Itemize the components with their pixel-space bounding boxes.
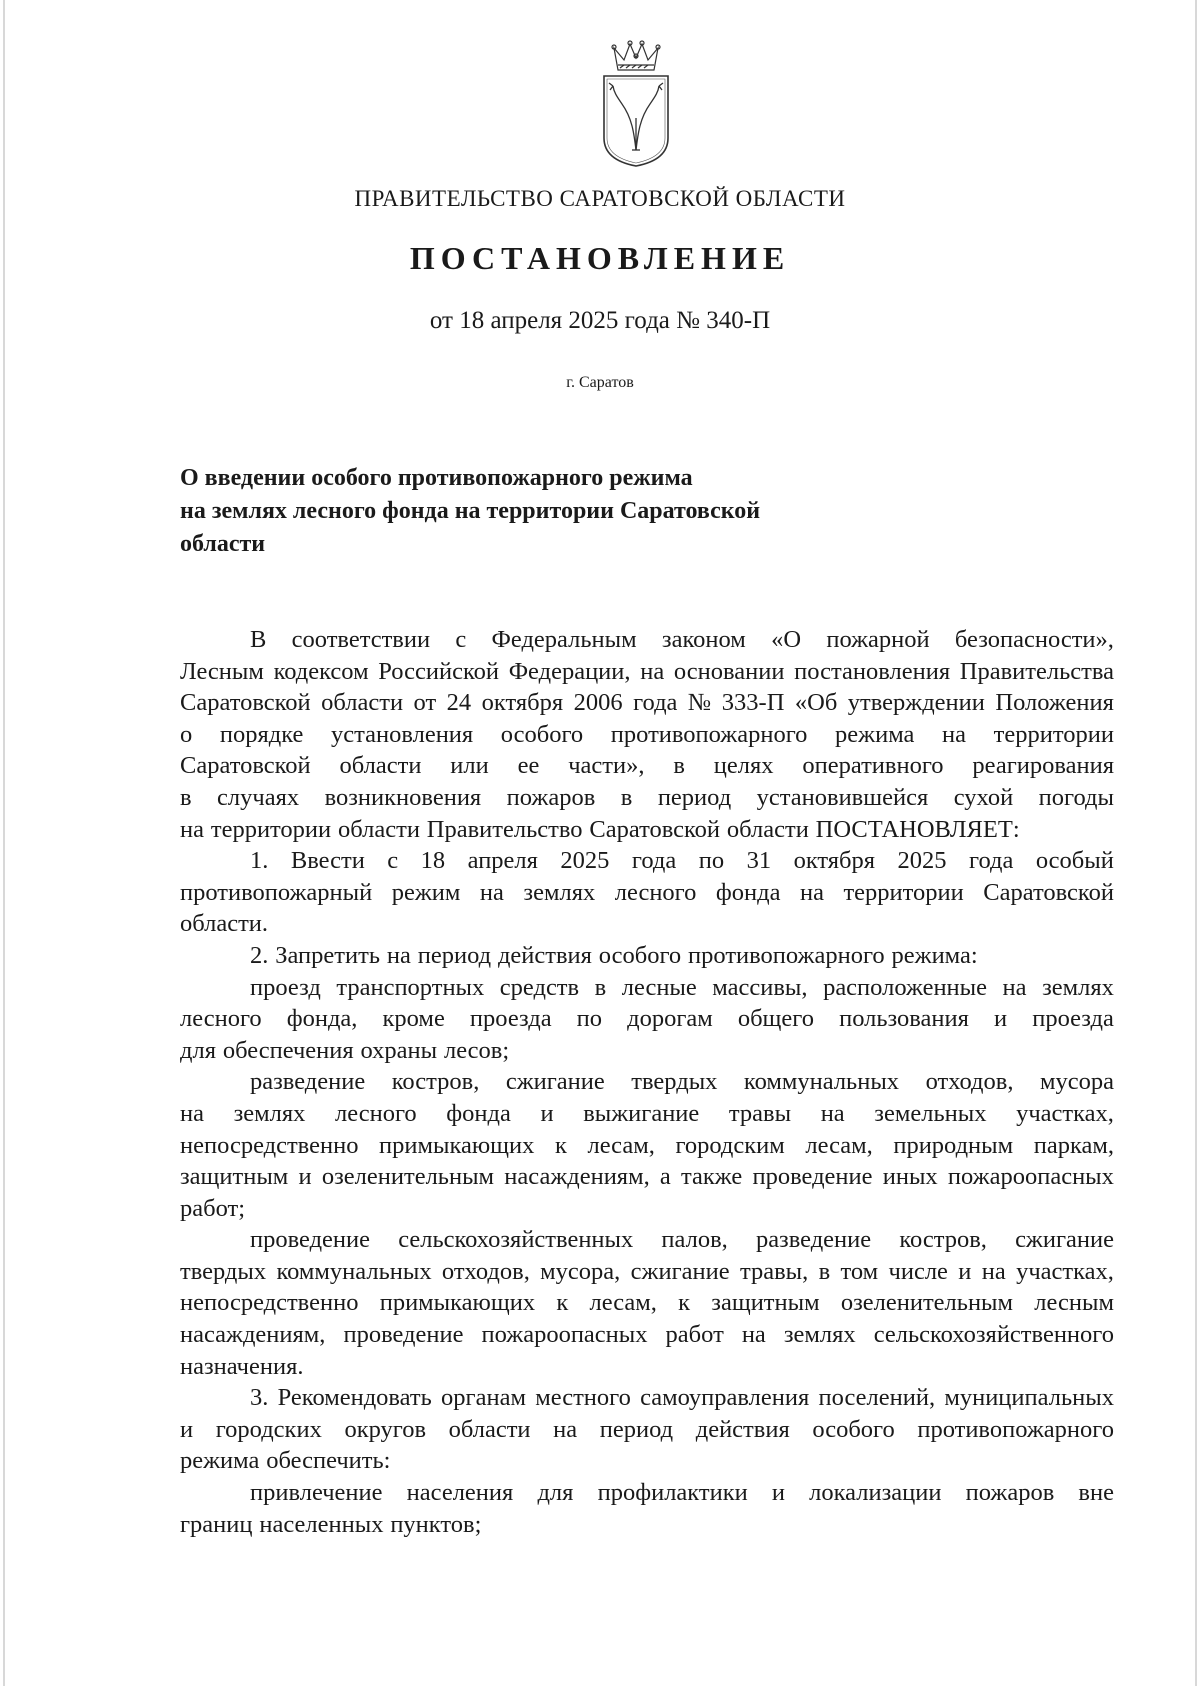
body-word: в: [818, 1257, 831, 1285]
body-word: противопожарного: [917, 1415, 1114, 1443]
body-word: назначения.: [180, 1352, 304, 1380]
body-word: Запретить: [275, 941, 380, 969]
body-word: режима: [835, 720, 915, 748]
body-word: транспортных: [336, 973, 485, 1001]
body-word: №: [687, 689, 712, 717]
body-word: территории: [843, 878, 964, 906]
body-word: Ввести: [290, 847, 365, 875]
body-word: защитным: [180, 1163, 289, 1191]
body-word: поселений,: [818, 1384, 936, 1412]
body-word: пожароопасных: [947, 1163, 1114, 1191]
body-word: насаждениям,: [504, 1163, 650, 1191]
body-word: сжигание: [1015, 1226, 1114, 1254]
body-line: [180, 1319, 1114, 1351]
body-line: [180, 1035, 1114, 1067]
body-word: законом: [661, 626, 746, 653]
body-word: 31: [746, 847, 772, 875]
body-word: привлечение: [250, 1479, 383, 1507]
body-word: охраны: [360, 1036, 438, 1064]
body-word: городским: [675, 1131, 785, 1159]
body-word: 3.: [250, 1384, 269, 1412]
body-word: на: [741, 1321, 766, 1349]
body-word: целях: [713, 752, 774, 780]
body-word: с: [387, 847, 399, 875]
body-word: расположенные: [823, 973, 988, 1001]
body-word: иных: [882, 1163, 938, 1191]
body-word: городских: [215, 1415, 322, 1443]
body-word: года: [631, 847, 677, 875]
body-word: профилактики: [597, 1479, 748, 1507]
body-word: также: [681, 1163, 743, 1191]
body-word: локализации: [809, 1479, 942, 1507]
body-word: коммунальных: [743, 1068, 900, 1096]
body-word: фонда: [715, 878, 781, 906]
body-word: о: [180, 720, 193, 748]
body-word: твердых: [180, 1257, 267, 1285]
body-word: 24: [446, 689, 472, 717]
body-word: на: [942, 720, 967, 748]
body-word: травы: [728, 1099, 792, 1127]
body-word: Лесным: [180, 657, 264, 685]
body-word: пожаров: [506, 783, 596, 811]
body-word: непосредственно: [180, 1131, 359, 1159]
document-date-number: от 18 апреля 2025 года № 340-П: [429, 307, 771, 334]
body-word: оперативного: [802, 752, 944, 780]
body-word: насаждениям,: [180, 1321, 326, 1349]
body-word: ПОСТАНОВЛЯЕТ:: [815, 815, 1020, 843]
body-word: и: [298, 1163, 312, 1191]
body-word: пожаров: [965, 1479, 1055, 1507]
body-word: безопасности»,: [954, 626, 1114, 653]
body-word: сжигание: [505, 1068, 605, 1096]
body-word: лесного: [180, 1005, 262, 1033]
body-word: палов,: [661, 1226, 728, 1254]
body-word: фонда: [446, 1099, 511, 1127]
body-word: средств: [499, 973, 580, 1001]
body-word: октября: [793, 847, 876, 875]
saratov-coat-of-arms-icon: [596, 38, 676, 168]
document-body: [180, 624, 1114, 1540]
body-word: постановления: [794, 657, 951, 685]
body-word: и: [540, 1099, 554, 1127]
body-word: пожароопасных: [481, 1321, 648, 1349]
body-line: [180, 687, 1114, 719]
body-word: сухой: [953, 783, 1014, 811]
body-word: 2.: [250, 941, 269, 969]
document-city: г. Саратов: [566, 374, 634, 391]
body-word: на: [981, 1257, 1006, 1285]
body-word: Положения: [995, 689, 1114, 717]
body-word: 18: [420, 847, 446, 875]
body-word: проведение: [343, 1321, 464, 1349]
body-word: области: [448, 1415, 531, 1443]
body-word: в: [620, 783, 633, 811]
body-word: озеленительным: [840, 1289, 1014, 1317]
body-word: части»,: [568, 752, 645, 780]
body-word: и: [994, 1005, 1008, 1033]
body-word: сельскохозяйственных: [398, 1226, 634, 1254]
body-word: установления: [330, 720, 474, 748]
body-line: [180, 1287, 1114, 1319]
body-line: [180, 719, 1114, 751]
body-line: [180, 940, 1114, 972]
body-word: к: [556, 1289, 569, 1317]
body-line: [180, 1003, 1114, 1035]
body-word: сельскохозяйственного: [873, 1321, 1114, 1349]
body-word: твердых: [631, 1068, 718, 1096]
body-word: период: [657, 783, 732, 811]
body-line: [180, 1161, 1114, 1193]
body-word: Саратовской: [180, 689, 311, 717]
body-word: режима: [180, 1447, 260, 1475]
body-line: [180, 1477, 1114, 1509]
subject-line: О введении особого противопожарного режима: [180, 465, 693, 491]
body-word: утверждении: [847, 689, 985, 717]
body-word: массивы,: [712, 973, 808, 1001]
body-word: действия: [695, 1415, 790, 1443]
body-word: границ: [180, 1510, 253, 1538]
body-line: [180, 750, 1114, 782]
body-word: возникновения: [324, 783, 482, 811]
body-word: Саратовской: [589, 815, 721, 843]
subject-line: на землях лесного фонда на территории Саратовской: [180, 498, 761, 524]
body-word: на: [640, 657, 665, 685]
body-line: [180, 1224, 1114, 1256]
body-word: природным: [893, 1131, 1014, 1159]
body-word: случаях: [217, 783, 300, 811]
body-line: [180, 1130, 1114, 1162]
government-name: ПРАВИТЕЛЬСТВО САРАТОВСКОЙ ОБЛАСТИ: [354, 186, 846, 211]
body-word: 2006: [573, 689, 623, 717]
body-line: [180, 1351, 1114, 1383]
body-word: ее: [517, 752, 540, 780]
body-word: период: [599, 1415, 674, 1443]
body-word: области: [726, 815, 809, 843]
body-word: озеленительным: [321, 1163, 495, 1191]
body-word: с: [455, 626, 467, 653]
body-word: 333-П: [721, 689, 785, 717]
body-word: области: [338, 815, 420, 843]
body-word: «О: [771, 626, 802, 653]
body-word: разведение: [755, 1226, 872, 1254]
body-word: на: [553, 1415, 578, 1443]
body-word: порядке: [219, 720, 304, 748]
body-word: действия: [497, 941, 592, 969]
body-word: особого: [812, 1415, 895, 1443]
body-word: отходов,: [925, 1068, 1014, 1096]
body-word: дорогам: [627, 1005, 713, 1033]
body-word: пунктов;: [390, 1510, 482, 1538]
body-word: кроме: [382, 1005, 445, 1033]
body-word: на: [820, 1099, 845, 1127]
body-word: особого: [500, 720, 584, 748]
body-word: лесного: [335, 1099, 417, 1127]
body-word: период: [417, 941, 492, 969]
body-word: проведение: [752, 1163, 873, 1191]
body-word: примыкающих: [379, 1289, 536, 1317]
body-word: землях: [523, 878, 596, 906]
body-word: в: [180, 783, 192, 811]
body-line: [180, 877, 1114, 909]
body-word: для: [537, 1479, 574, 1507]
body-word: травы,: [739, 1257, 809, 1285]
body-word: земельных: [874, 1099, 987, 1127]
body-word: октября: [481, 689, 564, 717]
body-word: числе: [888, 1257, 948, 1285]
body-word: и: [958, 1257, 972, 1285]
body-word: области: [339, 752, 422, 780]
body-line: [180, 972, 1114, 1004]
body-word: к: [678, 1289, 691, 1317]
body-word: разведение: [250, 1068, 366, 1096]
body-word: населенных: [259, 1510, 384, 1538]
body-word: Федерации,: [508, 657, 631, 685]
body-word: Рекомендовать: [277, 1384, 432, 1412]
body-word: работ: [665, 1321, 724, 1349]
body-line: [180, 624, 1114, 656]
document-type-title: ПОСТАНОВЛЕНИЕ: [409, 240, 791, 276]
body-word: Федеральным: [491, 626, 637, 653]
body-word: в: [673, 752, 685, 780]
body-word: 2025: [560, 847, 610, 875]
body-word: местного: [535, 1384, 631, 1412]
body-word: лесам,: [805, 1131, 873, 1159]
body-word: мусора,: [540, 1257, 621, 1285]
body-word: участках,: [1016, 1099, 1114, 1127]
body-word: на: [799, 878, 824, 906]
body-word: области: [321, 689, 404, 717]
body-line: [180, 656, 1114, 688]
body-word: землях: [233, 1099, 306, 1127]
body-word: проезд: [250, 973, 321, 1001]
body-word: и: [180, 1415, 194, 1443]
body-line: [180, 1414, 1114, 1446]
body-word: основании: [673, 657, 785, 685]
body-word: мусора: [1039, 1068, 1114, 1096]
body-line: [180, 814, 1114, 846]
body-word: к: [554, 1131, 567, 1159]
body-word: лесам,: [589, 1289, 657, 1317]
body-word: Правительства: [959, 657, 1114, 685]
body-word: и: [771, 1479, 785, 1507]
body-word: «Об: [794, 689, 838, 717]
body-word: года: [969, 847, 1014, 875]
body-line: [180, 1098, 1114, 1130]
body-word: пользования: [839, 1005, 969, 1033]
body-word: фонда,: [286, 1005, 358, 1033]
body-word: паркам,: [1033, 1131, 1114, 1159]
body-word: режим: [391, 878, 461, 906]
body-word: землях: [1042, 973, 1114, 1001]
body-word: выжигание: [583, 1099, 700, 1127]
body-word: округов: [344, 1415, 427, 1443]
subject-line: области: [180, 531, 266, 557]
body-word: лесов;: [443, 1036, 510, 1064]
body-word: работ;: [180, 1194, 246, 1222]
body-line: [180, 782, 1114, 814]
body-word: общего: [737, 1005, 814, 1033]
body-word: на: [479, 878, 504, 906]
body-word: костров,: [899, 1226, 987, 1254]
body-line: [180, 1445, 1114, 1477]
body-word: на: [386, 941, 411, 969]
body-word: проведение: [250, 1226, 371, 1254]
body-word: населения: [406, 1479, 514, 1507]
body-line: [180, 845, 1114, 877]
body-word: особого: [598, 941, 682, 969]
body-line: [180, 1509, 1114, 1541]
body-word: органам: [441, 1384, 526, 1412]
body-word: 2025: [897, 847, 947, 875]
body-word: обеспечить:: [266, 1447, 391, 1475]
body-word: апреля: [467, 847, 538, 875]
body-word: костров,: [391, 1068, 480, 1096]
body-word: установившейся: [756, 783, 929, 811]
body-word: Правительство: [426, 815, 583, 843]
body-word: лесам,: [587, 1131, 655, 1159]
body-word: лесным: [1034, 1289, 1114, 1317]
body-word: или: [450, 752, 489, 780]
body-word: реагирования: [972, 752, 1114, 780]
body-word: на: [180, 815, 204, 843]
body-word: проезда: [1032, 1005, 1114, 1033]
body-line: [180, 1193, 1114, 1225]
body-word: пожарной: [826, 626, 930, 653]
document-subject: [180, 462, 820, 561]
body-word: территории: [210, 815, 332, 843]
body-word: года: [633, 689, 678, 717]
body-word: непосредственно: [180, 1289, 359, 1317]
body-word: противопожарного: [688, 941, 885, 969]
body-word: землях: [783, 1321, 856, 1349]
body-word: муниципальных: [944, 1384, 1114, 1412]
body-word: Российской: [378, 657, 500, 685]
body-word: обеспечения: [222, 1036, 354, 1064]
body-word: на: [180, 1099, 204, 1127]
body-word: защитным: [711, 1289, 820, 1317]
body-line: [180, 1066, 1114, 1098]
body-word: том: [840, 1257, 879, 1285]
body-line: [180, 1382, 1114, 1414]
body-word: коммунальных: [276, 1257, 432, 1285]
body-word: вне: [1078, 1479, 1114, 1507]
body-word: самоуправления: [640, 1384, 810, 1412]
body-word: лесные: [621, 973, 697, 1001]
body-line: [180, 908, 1114, 940]
body-line: [180, 1256, 1114, 1288]
body-word: области.: [180, 910, 269, 938]
body-word: кодексом: [273, 657, 369, 685]
body-word: по: [698, 847, 725, 875]
body-word: 1.: [250, 847, 269, 875]
body-word: территории: [993, 720, 1114, 748]
body-word: а: [659, 1163, 671, 1191]
body-word: сжигание: [630, 1257, 730, 1285]
body-word: особый: [1035, 847, 1114, 875]
body-word: соответствии: [291, 626, 431, 653]
body-word: противопожарного: [610, 720, 808, 748]
body-word: Саратовской: [983, 878, 1114, 906]
body-word: на: [1002, 973, 1027, 1001]
body-word: для: [180, 1036, 216, 1064]
body-word: в: [594, 973, 607, 1001]
body-word: участках,: [1016, 1257, 1114, 1285]
body-word: В: [250, 626, 267, 653]
body-word: режима:: [891, 941, 978, 969]
body-word: отходов,: [441, 1257, 530, 1285]
body-word: Саратовской: [180, 752, 311, 780]
body-word: проезда: [469, 1005, 552, 1033]
body-word: по: [576, 1005, 603, 1033]
body-word: погоды: [1038, 783, 1114, 811]
body-word: лесного: [614, 878, 697, 906]
body-word: от: [413, 689, 437, 717]
body-word: противопожарный: [180, 878, 373, 906]
body-word: примыкающих: [379, 1131, 535, 1159]
